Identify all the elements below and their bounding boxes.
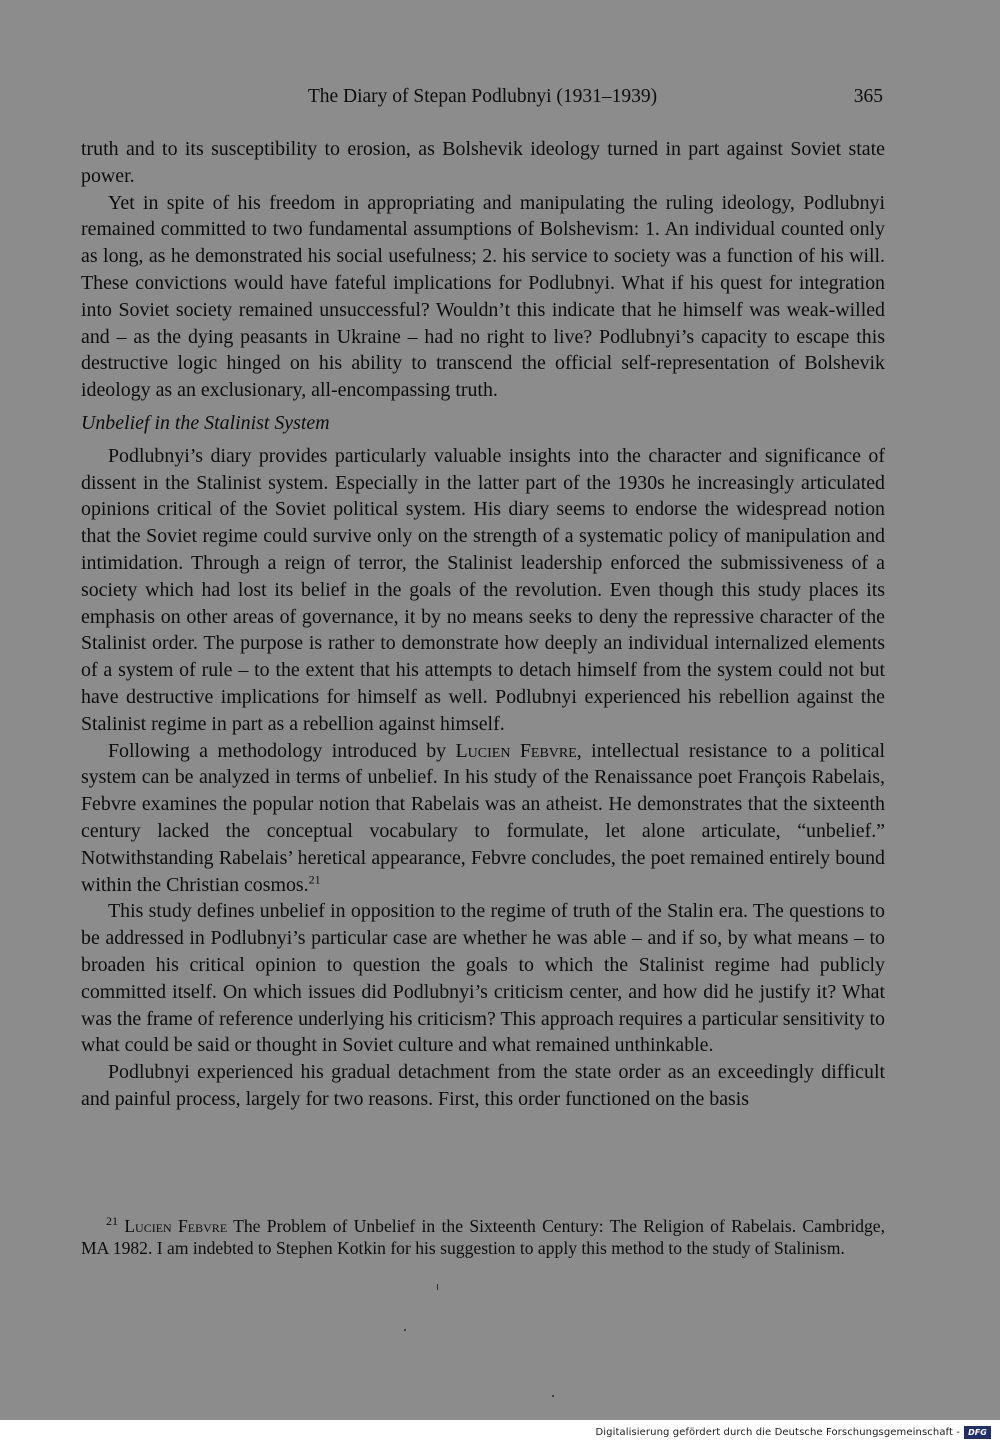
paragraph-6: Podlubnyi experienced his gradual detachment from the state order as an exceedingly difficult and painful process, largely for two reasons. First, this order functioned on the basis	[81, 1061, 885, 1110]
footnote-author: Lucien Febvre	[124, 1216, 228, 1236]
running-title: The Diary of Stepan Podlubnyi (1931–1939)	[307, 86, 658, 107]
body-text	[81, 136, 885, 1113]
footnote-21	[81, 1215, 885, 1259]
paragraph-4	[81, 738, 885, 899]
section-heading: Unbelief in the Stalinist System	[81, 411, 330, 434]
paragraph-2: Yet in spite of his freedom in appropriating and manipulating the ruling ideology, Podlubnyi remained committed to two fundamental assumptions of Bolshevism: 1. An individual counted only as long, as he demonstrated his social usefulness; 2. his service to society was a function of his will. These convictions would have fateful implications for Podlubnyi. What if his quest for integration into Soviet society remained unsuccessful? Wouldn’t this indicate that he himself was weak-willed and – as the dying peasants in Ukraine – had no right to live? Podlubnyi’s capacity to escape this destructive logic hinged on his ability to transcend the official self-representation of Bolshevik ideology as an exclusionary, all-encompassing truth.	[81, 191, 885, 402]
scan-speck	[404, 1329, 406, 1331]
funding-bar	[0, 1420, 1000, 1446]
paragraph-4-rest: , intellectual resistance to a political system can be analyzed in terms of unbelief. In his study of the Renaissance poet François Rabelais, Febvre examines the popular notion that Rabelais was an atheist. He demonstrates that the sixteenth century lacked the conceptual vocabulary to formulate, let alone articulate, “unbelief.” Notwithstanding Rabelais’ heretical appearance, Febvre concludes, the poet remained entirely bound within the Christian cosmos.	[81, 739, 885, 896]
page-number: 365	[853, 86, 883, 107]
paragraph-3: Podlubnyi’s diary provides particularly valuable insights into the character and significance of dissent in the Stalinist system. Especially in the latter part of the 1930s he increasingly articulated opinions critical of the Soviet political system. His diary seems to endorse the widespread notion that the Soviet regime could survive only on the strength of a systematic policy of manipulation and intimidation. Through a reign of terror, the Stalinist leadership enforced the submissiveness of a society which had lost its belief in the goals of the revolution. Even though this study places its emphasis on other areas of governance, it by no means seeks to deny the repressive character of the Stalinist order. The purpose is rather to demonstrate how deeply an individual internalized elements of a system of rule – to the extent that his attempts to detach himself from the system could not but have destructive implications for himself as well. Podlubnyi experienced his rebellion against the Stalinist regime in part as a rebellion against himself.	[81, 444, 885, 735]
footnote-reference: 21	[308, 871, 321, 886]
scan-speck	[437, 1284, 438, 1290]
scan-speck	[552, 1395, 554, 1397]
footnote-number: 21	[106, 1214, 118, 1229]
paragraph-1: truth and to its susceptibility to erosion, as Bolshevik ideology turned in part against Soviet state power.	[81, 138, 885, 187]
funding-notice: Digitalisierung gefördert durch die Deutsche Forschungsgemeinschaft -	[595, 1427, 960, 1438]
footnote	[81, 1215, 885, 1259]
dfg-logo-icon: DFG	[964, 1426, 991, 1439]
footnote-text: The Problem of Unbelief in the Sixteenth Century: The Religion of Rabelais. Cambridge, MA 1982. I am indebted to Stephen Kotkin for his suggestion to apply this method to the study of Stalinism.	[81, 1216, 886, 1258]
paragraph-5: This study defines unbelief in opposition to the regime of truth of the Stalin era. The questions to be addressed in Podlubnyi’s particular case are whether he was able – and if so, by what means – to broaden his critical opinion to question the goals to which the Stalinist regime had publicly committed itself. On which issues did Podlubnyi’s criticism center, and how did he justify it? What was the frame of reference underlying his criticism? This approach requires a particular sensitivity to what could be said or thought in Soviet culture and what remained unthinkable.	[81, 900, 885, 1057]
paragraph-4-lead: Following a methodology introduced by	[108, 739, 456, 762]
author-name: Lucien Febvre	[455, 739, 577, 762]
